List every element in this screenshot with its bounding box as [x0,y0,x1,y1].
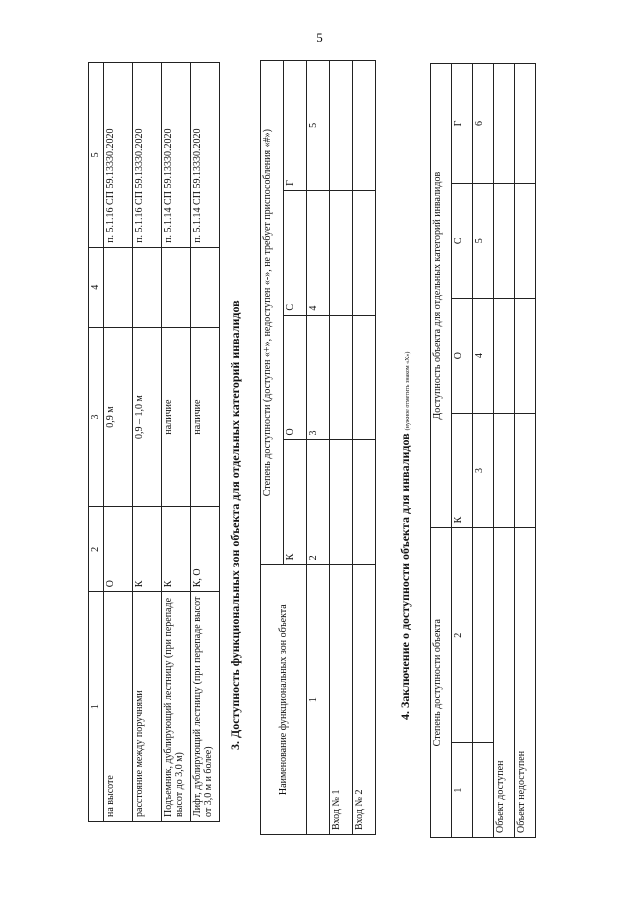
conclusion-option: Объект доступен [494,528,515,838]
column-number: 6 [473,64,494,184]
table-row [162,63,191,822]
table-header-cell: 2 [89,507,104,592]
table-cell: О [104,507,133,592]
table-cell: п. 5.1.16 СП 59.13330.2020 [104,63,133,248]
table-header-row [261,61,284,835]
page-number: 5 [316,30,323,45]
category-header: К [284,440,307,565]
table-cell [330,190,353,315]
conclusion-table-block [430,63,536,838]
table-cell [473,743,494,838]
table-cell [515,298,536,413]
conclusion-option: Объект недоступен [515,528,536,838]
table-cell [353,190,376,315]
table-cell [494,64,515,184]
table-cell [353,61,376,191]
table-cell [104,247,133,327]
table-cell [330,61,353,191]
column-number: 3 [473,413,494,528]
zone-name: Вход № 2 [353,565,376,835]
table-cell: К, О [191,507,220,592]
table-cell: п. 5.1.16 СП 59.13330.2020 [133,63,162,248]
zones-table-block [260,60,376,835]
requirements-table-block [88,62,220,822]
table-header-cell: 3 [89,327,104,507]
section4-heading-block [398,352,413,720]
section4-note: (нужное отметить знаком «Х») [405,351,411,431]
zone-name: Вход № 1 [330,565,353,835]
table-cell: наличие [162,327,191,507]
table-cell: наличие [191,327,220,507]
column-number: 2 [452,528,473,743]
accessibility-degree-header: Степень доступности объекта [431,528,452,838]
category-header: О [284,315,307,440]
table-header-row [89,63,104,822]
table-row [353,61,376,835]
table-cell [494,413,515,528]
table-row [515,64,536,838]
conclusion-table [430,63,536,838]
table-cell: расстояние между поручнями [133,592,162,822]
category-header: С [284,190,307,315]
column-number: 4 [307,190,330,315]
table-header-cell: 1 [89,592,104,822]
table-cell [133,247,162,327]
column-number: 3 [307,315,330,440]
table-cell [330,315,353,440]
table-cell [515,183,536,298]
column-number: 5 [473,183,494,298]
table-cell [515,64,536,184]
table-row [191,63,220,822]
table-cell: 0,9 м [104,327,133,507]
table-cell [473,528,494,743]
table-cell [515,413,536,528]
table-row [330,61,353,835]
table-cell [330,440,353,565]
table-header-cell: 4 [89,247,104,327]
table-cell: К [133,507,162,592]
table-cell [162,247,191,327]
column-number: 1 [452,743,473,838]
table-cell: п. 5.1.14 СП 59.13330.2020 [191,63,220,248]
column-number: 5 [307,61,330,191]
column-number-row [473,64,494,838]
zone-name-header: Наименование функциональных зон объекта [261,565,307,835]
table-cell: Лифт, дублирующий лестницу (при перепаде высот от 3,0 м и более) [191,592,220,822]
requirements-table [88,62,220,822]
category-header: Г [284,61,307,191]
column-number: 2 [307,440,330,565]
category-header: С [452,183,473,298]
column-number: 4 [473,298,494,413]
category-header: К [452,413,473,528]
table-row [104,63,133,822]
table-cell: на высоте [104,592,133,822]
column-number-row [307,61,330,835]
category-header: О [452,298,473,413]
table-cell [494,298,515,413]
column-number-row [452,64,473,838]
column-number: 1 [307,565,330,835]
table-row [133,63,162,822]
accessibility-degree-header: Степень доступности (доступен «+», недоступен «-», не требует приспособления «#») [261,61,284,565]
table-cell [353,315,376,440]
table-cell [191,247,220,327]
section3-heading: 3. Доступность функциональных зон объекта для отдельных категорий инвалидов [228,300,242,750]
zones-table [260,60,376,835]
table-header-cell: 5 [89,63,104,248]
table-cell: К [162,507,191,592]
section4-heading: 4. Заключение о доступности объекта для инвалидов [398,433,412,720]
category-header: Г [452,64,473,184]
table-row [494,64,515,838]
table-cell [494,183,515,298]
table-cell: 0,9 – 1,0 м [133,327,162,507]
table-cell: п. 5.1.14 СП 59.13330.2020 [162,63,191,248]
table-cell [353,440,376,565]
table-cell: Подъемник, дублирующий лестницу (при перепаде высот до 3,0 м) [162,592,191,822]
table-header-row [431,64,452,838]
category-accessibility-header: Доступность объекта для отдельных категорий инвалидов [431,64,452,528]
